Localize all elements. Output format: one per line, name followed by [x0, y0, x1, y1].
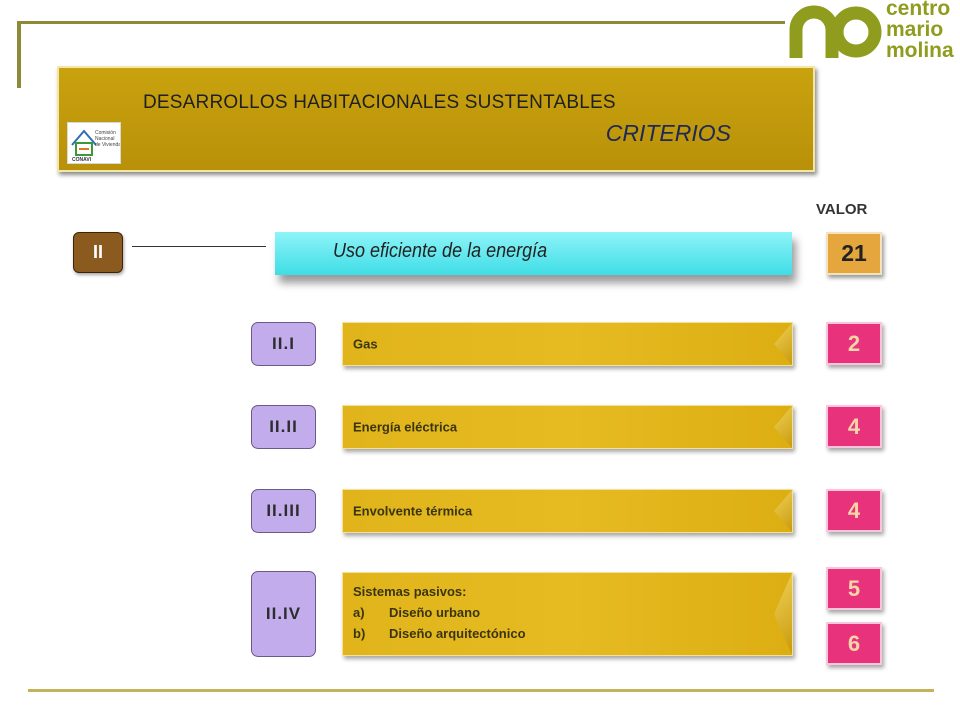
centro-mario-molina-logo: [788, 0, 960, 66]
sub-criterion-code: II.III: [251, 489, 316, 533]
list-item: [353, 602, 526, 623]
sub-criterion-bar: [342, 405, 793, 449]
sub-criterion-label: Envolvente térmica: [353, 503, 473, 519]
main-criterion-label: Uso eficiente de la energía: [333, 240, 548, 262]
sub-criterion-code: II.II: [251, 405, 316, 449]
sub-criterion-value: 5: [826, 567, 882, 610]
conavi-text-1: Comisión: [95, 130, 116, 136]
header-banner: [57, 66, 815, 172]
main-criterion-code: II: [73, 232, 123, 273]
sub-criterion-multiline: [353, 581, 526, 644]
sub-criterion-value: 4: [826, 405, 882, 448]
sub-criterion-label: Gas: [353, 336, 378, 352]
banner-title: DESARROLLOS HABITACIONALES SUSTENTABLES: [143, 92, 616, 113]
cmm-mark-icon: [788, 0, 888, 66]
conavi-logo: [67, 122, 121, 164]
conavi-text-2: Nacional: [95, 136, 115, 142]
list-marker: b): [353, 626, 366, 641]
frame-top-line: [20, 21, 785, 24]
logo-line-1: centro: [886, 0, 951, 20]
list-text: Diseño urbano: [389, 605, 481, 620]
sub-criterion-bar: [342, 322, 793, 366]
bar-arrow-icon: [774, 323, 792, 365]
conavi-house-icon: [68, 123, 120, 163]
sub-criterion-value: 6: [826, 622, 882, 665]
sub-criterion-label: Sistemas pasivos:: [353, 584, 467, 599]
logo-wordmark: [886, 0, 954, 61]
frame-left-line: [17, 21, 21, 88]
sub-criterion-code: II.I: [251, 322, 316, 366]
logo-line-3: molina: [886, 39, 954, 62]
conavi-short: CONAVI: [72, 157, 92, 163]
sub-criterion-code: II.IV: [251, 571, 316, 657]
list-text: Diseño arquitectónico: [389, 626, 526, 641]
connector-line: [132, 246, 266, 247]
sub-criterion-bar: [342, 489, 793, 533]
sub-criterion-label: Energía eléctrica: [353, 419, 458, 435]
main-criterion-bar: [275, 232, 792, 275]
sub-criterion-value: 2: [826, 322, 882, 365]
conavi-text-3: de Vivienda: [95, 142, 120, 148]
sub-criterion-value: 4: [826, 489, 882, 532]
logo-line-2: mario: [886, 18, 944, 41]
bar-arrow-icon: [774, 573, 792, 655]
valor-column-label: VALOR: [816, 201, 868, 218]
main-criterion-value: 21: [826, 232, 882, 275]
sub-criterion-bar: [342, 572, 793, 656]
frame-bottom-line: [28, 689, 934, 692]
bar-arrow-icon: [774, 406, 792, 448]
list-marker: a): [353, 605, 365, 620]
list-item: [353, 623, 526, 644]
bar-arrow-icon: [774, 490, 792, 532]
banner-subtitle: CRITERIOS: [605, 120, 731, 146]
